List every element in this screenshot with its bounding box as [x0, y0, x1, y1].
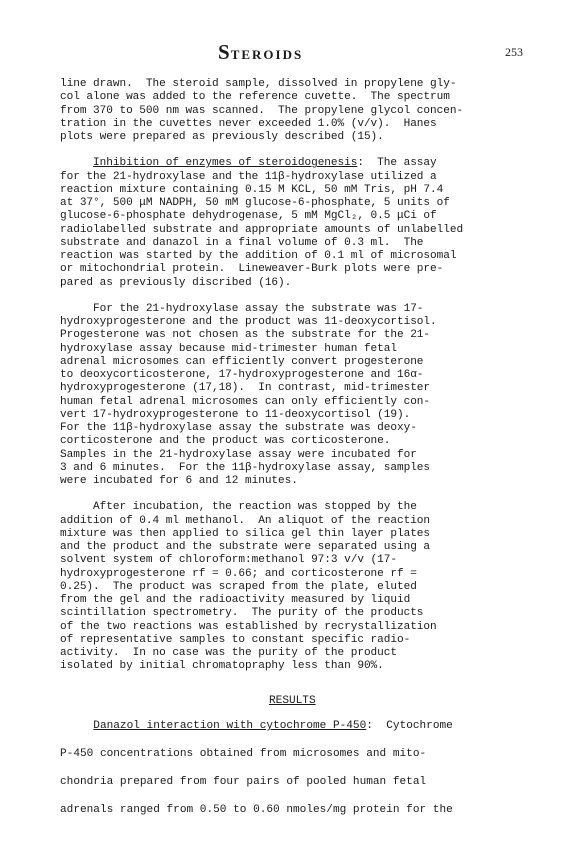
text-line: After incubation, the reaction was stopped by the	[60, 501, 417, 514]
text-line: adrenals ranged from 0.50 to 0.60 nmoles/mg protein for the	[60, 804, 453, 816]
paragraph-gap	[60, 290, 560, 303]
text-line: or mitochondrial protein. Lineweaver-Burk plots were pre-	[60, 263, 444, 276]
text-line: 3 and 6 minutes. For the 11β-hydroxylase assay, samples	[60, 461, 431, 474]
text-line: vert 17-hydroxyprogesterone to 11-deoxycortisol (19).	[60, 408, 411, 421]
results-section	[60, 720, 570, 832]
section-heading: Inhibition of enzymes of steroidogenesis	[93, 157, 358, 170]
text-line: plots were prepared as previously described (15).	[60, 131, 384, 143]
text-line: solvent system of chloroform:methanol 97:3 v/v (17-	[60, 554, 397, 567]
text-line: glucose-6-phosphate dehydrogenase, 5 mM MgCl₂, 0.5 μCi of	[60, 210, 437, 223]
text-line: hydroxylase assay because mid-trimester human fetal	[60, 342, 397, 355]
text-line: from 370 to 500 nm was scanned. The propylene glycol concen-	[60, 104, 464, 117]
text-line: substrate and danazol in a final volume of 0.3 ml. The	[60, 236, 424, 249]
paragraph-gap	[60, 488, 560, 501]
subsection-heading: Danazol interaction with cytochrome P-450	[93, 720, 367, 732]
text-line: were incubated for 6 and 12 minutes.	[60, 475, 298, 487]
text-line: For the 11β-hydroxylase assay the substrate was deoxy-	[60, 422, 417, 434]
paragraph	[60, 78, 560, 144]
text-line: and the product and the substrate were separated using a	[60, 541, 431, 553]
running-head	[218, 40, 303, 65]
subsection-heading-line	[60, 720, 570, 748]
text-line: pared as previously discribed (16).	[60, 276, 292, 289]
text-line: for the 21-hydroxylase and the 11β-hydroxylase utilized a	[60, 170, 437, 183]
text-line: chondria prepared from four pairs of pooled human fetal	[60, 776, 427, 788]
text-line: activity. In no case was the purity of the product	[60, 647, 397, 659]
text-line: col alone was added to the reference cuvette. The spectrum	[60, 91, 450, 104]
text-line: isolated by initial chromatopraphy less than 90%.	[60, 660, 384, 673]
text-line: scintillation spectrometry. The purity of the products	[60, 607, 424, 620]
text-line: to deoxycorticosterone, 17-hydroxyprogesterone and 16α-	[60, 369, 424, 381]
page-number: 253	[505, 45, 523, 59]
text-line: For the 21-hydroxylase assay the substrate was 17-	[60, 302, 424, 315]
text-line: reaction mixture containing 0.15 M KCL, 50 mM Tris, pH 7.4	[60, 183, 444, 196]
text-line: tration in the cuvettes never exceeded 1.0% (v/v). Hanes	[60, 117, 437, 130]
text-line: adrenal microsomes can efficiently convert progesterone	[60, 355, 424, 368]
section-heading-rest: : The assay	[357, 157, 437, 170]
text-line: from the gel and the radioactivity measured by liquid	[60, 594, 411, 606]
text-line: radiolabelled substrate and appropriate amounts of unlabelled	[60, 223, 464, 236]
text-line: hydroxyprogesterone rf = 0.66; and corticosterone rf =	[60, 567, 417, 580]
article-body	[60, 78, 560, 674]
text-line: corticosterone and the product was corticosterone.	[60, 435, 391, 448]
text-line: line drawn. The steroid sample, dissolved in propylene gly-	[60, 78, 457, 90]
text-line: at 37°, 500 μM NADPH, 50 mM glucose-6-phosphate, 5 units of	[60, 197, 450, 209]
text-line: Samples in the 21-hydroxylase assay were incubated for	[60, 448, 417, 461]
section-heading-line	[60, 157, 560, 170]
text-line: Progesterone was not chosen as the substrate for the 21-	[60, 329, 431, 342]
paragraph-gap	[60, 144, 560, 157]
text-line: mixture was then applied to silica gel thin layer plates	[60, 527, 431, 540]
text-line: human fetal adrenal microsomes can only efficiently con-	[60, 395, 431, 408]
text-line: P-450 concentrations obtained from microsomes and mito-	[60, 748, 427, 760]
text-line: of the two reactions was established by recrystallization	[60, 620, 437, 633]
text-line: hydroxyprogesterone (17,18). In contrast, mid-trimester	[60, 382, 431, 395]
paragraph	[60, 501, 560, 673]
text-line: 0.25). The product was scraped from the plate, eluted	[60, 580, 417, 593]
text-line: hydroxyprogesterone and the product was 11-deoxycortisol.	[60, 316, 437, 328]
journal-title-rest: TEROIDS	[230, 47, 304, 62]
paragraph	[60, 157, 560, 290]
results-heading: RESULTS	[269, 695, 316, 707]
text-line: of representative samples to constant specific radio-	[60, 633, 411, 646]
text-line: addition of 0.4 ml methanol. An aliquot of the reaction	[60, 514, 431, 527]
paragraph	[60, 303, 560, 489]
journal-title-initial: S	[218, 40, 231, 64]
subsection-heading-rest: : Cytochrome	[366, 720, 453, 732]
text-line: reaction was started by the addition of 0.1 ml of microsomal	[60, 250, 457, 262]
